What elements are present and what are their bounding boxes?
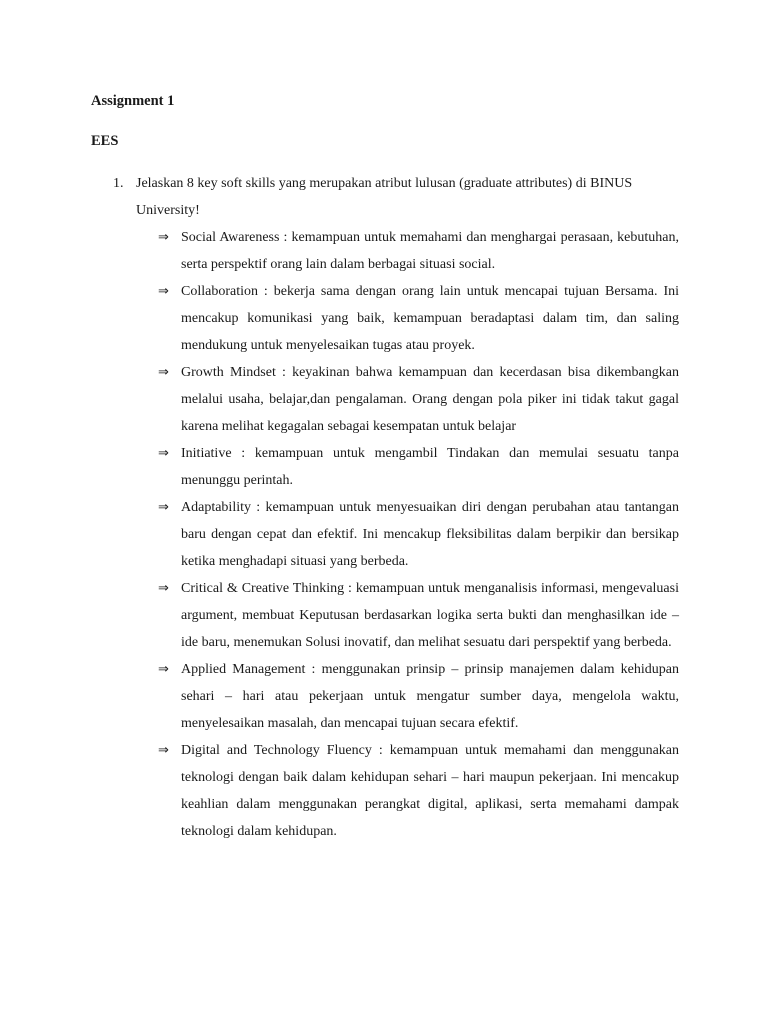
soft-skills-list <box>158 224 679 845</box>
list-item <box>158 737 679 845</box>
list-item-text: Growth Mindset : keyakinan bahwa kemampuan dan kecerdasan bisa dikembangkan melalui usaha, belajar,dan pengalaman. Orang dengan pola piker ini tidak takut gagal karena melihat kegagalan sebagai kesempatan untuk belajar <box>181 365 679 434</box>
double-arrow-icon: ⇒ <box>158 662 169 677</box>
question-text: Jelaskan 8 key soft skills yang merupakan atribut lulusan (graduate attributes) di BINUS University! <box>136 176 633 218</box>
list-item-text: Adaptability : kemampuan untuk menyesuaikan diri dengan perubahan atau tantangan baru dengan cepat dan efektif. Ini mencakup fleksibilitas dalam berpikir dan bersikap ketika menghadapi situasi yang berbeda. <box>181 500 679 569</box>
double-arrow-icon: ⇒ <box>158 446 169 461</box>
assignment-title: Assignment 1 <box>91 93 175 109</box>
list-item <box>158 224 679 278</box>
double-arrow-icon: ⇒ <box>158 743 169 758</box>
list-item-text: Applied Management : menggunakan prinsip – prinsip manajemen dalam kehidupan sehari – hari atau pekerjaan untuk mengatur sumber daya, mengelola waktu, menyelesaikan masalah, dan mencapai tujuan secara efektif. <box>181 662 679 731</box>
double-arrow-icon: ⇒ <box>158 581 169 596</box>
list-item-text: Initiative : kemampuan untuk mengambil Tindakan dan memulai sesuatu tanpa menunggu perintah. <box>181 446 679 488</box>
list-item <box>158 440 679 494</box>
double-arrow-icon: ⇒ <box>158 500 169 515</box>
list-item <box>158 656 679 737</box>
list-item <box>158 494 679 575</box>
question-number: 1. <box>113 176 124 191</box>
list-item-text: Critical & Creative Thinking : kemampuan untuk menganalisis informasi, mengevaluasi argument, membuat Keputusan berdasarkan logika serta bukti dan menghasilkan ide – ide baru, menemukan Solusi inovatif, dan melihat sesuatu dari perspektif yang berbeda. <box>181 581 679 650</box>
list-item <box>158 278 679 359</box>
double-arrow-icon: ⇒ <box>158 284 169 299</box>
list-item-text: Collaboration : bekerja sama dengan orang lain untuk mencapai tujuan Bersama. Ini mencakup komunikasi yang baik, kemampuan beradaptasi dalam tim, dan saling mendukung untuk menyelesaikan tugas atau proyek. <box>181 284 679 353</box>
double-arrow-icon: ⇒ <box>158 365 169 380</box>
list-item-text: Digital and Technology Fluency : kemampuan untuk memahami dan menggunakan teknologi dengan baik dalam kehidupan sehari – hari maupun pekerjaan. Ini mencakup keahlian dalam menggunakan perangkat digital, aplikasi, serta memahami dampak teknologi dalam kehidupan. <box>181 743 679 839</box>
section-title: EES <box>91 133 119 149</box>
list-item <box>158 575 679 656</box>
list-item <box>158 359 679 440</box>
question-1 <box>113 170 679 224</box>
list-item-text: Social Awareness : kemampuan untuk memahami dan menghargai perasaan, kebutuhan, serta perspektif orang lain dalam berbagai situasi social. <box>181 230 679 272</box>
double-arrow-icon: ⇒ <box>158 230 169 245</box>
